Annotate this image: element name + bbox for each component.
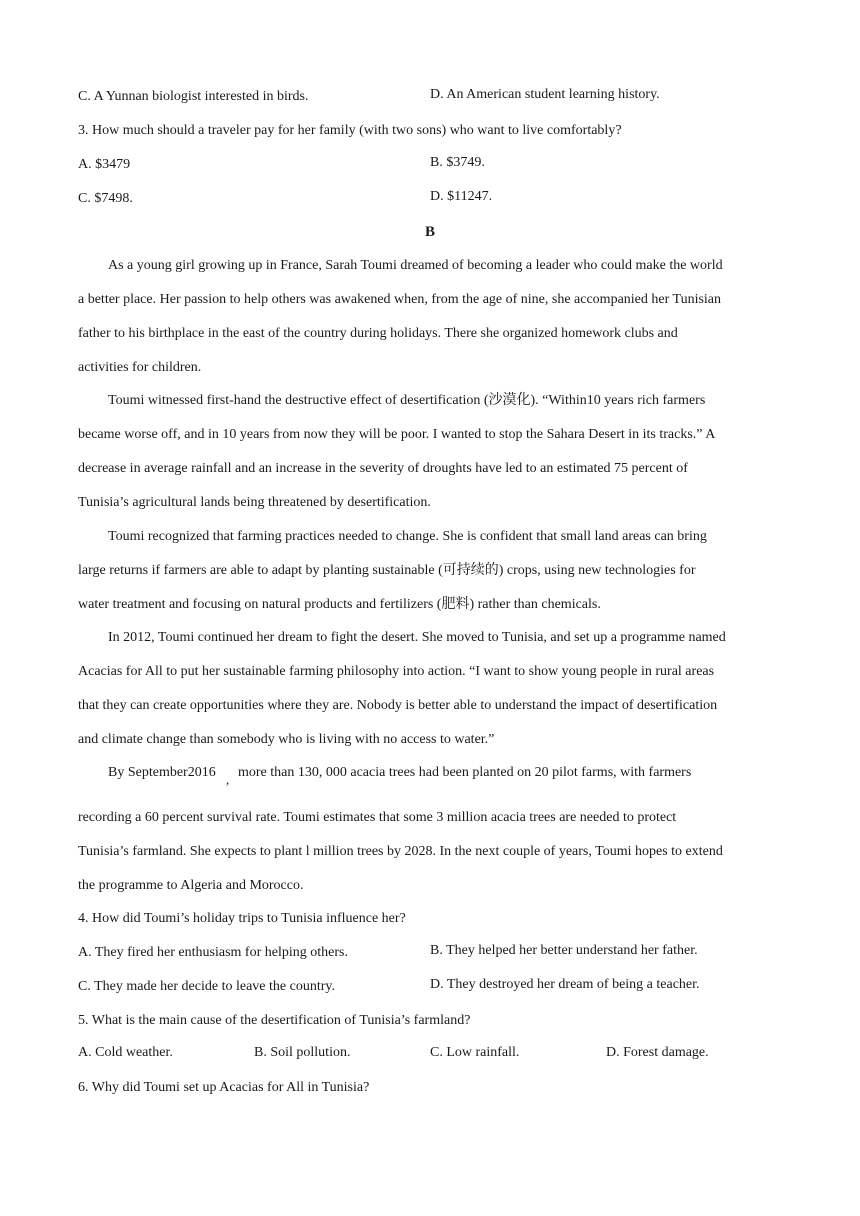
q5-option-d: D. Forest damage. <box>606 1045 709 1060</box>
passage-p2-line: Tunisia’s agricultural lands being threatened by desertification. <box>78 495 431 510</box>
passage-p1-line: father to his birthplace in the east of the country during holidays. There she organized homework clubs and <box>78 326 678 341</box>
q4-option-c: C. They made her decide to leave the country. <box>78 979 335 994</box>
q3-option-b: B. $3749. <box>430 155 485 170</box>
q4-option-b: B. They helped her better understand her father. <box>430 943 698 958</box>
passage-p4-line: Acacias for All to put her sustainable farming philosophy into action. “I want to show young people in rural areas <box>78 664 715 679</box>
passage-p3-line: water treatment and focusing on natural products and fertilizers (肥料) rather than chemicals. <box>78 597 601 612</box>
q5-option-a: A. Cold weather. <box>78 1045 173 1060</box>
q3-question: 3. How much should a traveler pay for her family (with two sons) who want to live comfortably? <box>78 123 622 138</box>
passage-p1-line: As a young girl growing up in France, Sarah Toumi dreamed of becoming a leader who could make the world <box>108 258 723 273</box>
passage-p5-first-b: more than 130, 000 acacia trees had been planted on 20 pilot farms, with farmers <box>238 765 692 780</box>
q4-question: 4. How did Toumi’s holiday trips to Tunisia influence her? <box>78 911 406 926</box>
q3-option-a: A. $3479 <box>78 157 131 172</box>
q4-option-d: D. They destroyed her dream of being a teacher. <box>430 977 700 992</box>
q4-option-a: A. They fired her enthusiasm for helping others. <box>78 945 348 960</box>
section-title: B <box>424 224 435 240</box>
q5-question: 5. What is the main cause of the desertification of Tunisia’s farmland? <box>78 1013 471 1028</box>
passage-p5-line: Tunisia’s farmland. She expects to plant l million trees by 2028. In the next couple of years, Toumi hopes to extend <box>78 844 723 859</box>
q2-option-c: C. A Yunnan biologist interested in birds. <box>78 89 309 104</box>
passage-p4-line: that they can create opportunities where they are. Nobody is better able to understand the impact of desertification <box>78 698 718 713</box>
passage-p4-line: and climate change than somebody who is living with no access to water.” <box>78 732 495 747</box>
passage-p2-line: became worse off, and in 10 years from now they will be poor. I wanted to stop the Sahara Desert in its tracks.” A <box>78 427 716 442</box>
passage-p2-line: Toumi witnessed first-hand the destructive effect of desertification (沙漠化). “Within10 years rich farmers <box>108 393 706 408</box>
passage-p4-line: In 2012, Toumi continued her dream to fight the desert. She moved to Tunisia, and set up a programme named <box>108 630 726 645</box>
q3-option-d: D. $11247. <box>430 189 493 204</box>
q6-question: 6. Why did Toumi set up Acacias for All in Tunisia? <box>78 1080 370 1095</box>
q2-option-d: D. An American student learning history. <box>430 87 660 102</box>
passage-p5-line: recording a 60 percent survival rate. Toumi estimates that some 3 million acacia trees are needed to protect <box>78 810 677 825</box>
passage-p3-line: large returns if farmers are able to adapt by planting sustainable (可持续的) crops, using new technologies for <box>78 563 696 578</box>
passage-p5-comma: , <box>226 772 230 787</box>
passage-p3-line: Toumi recognized that farming practices needed to change. She is confident that small land areas can bring <box>108 529 707 544</box>
q5-option-b: B. Soil pollution. <box>254 1045 351 1060</box>
q5-option-c: C. Low rainfall. <box>430 1045 520 1060</box>
passage-p2-line: decrease in average rainfall and an increase in the severity of droughts have led to an estimated 75 percent of <box>78 461 688 476</box>
passage-p1-line: a better place. Her passion to help others was awakened when, from the age of nine, she accompanied her Tunisian <box>78 292 722 307</box>
passage-p5-line: the programme to Algeria and Morocco. <box>78 878 304 893</box>
passage-p5-first-a: By September2016 <box>108 765 216 780</box>
q3-option-c: C. $7498. <box>78 191 133 206</box>
passage-p1-line: activities for children. <box>78 360 202 375</box>
